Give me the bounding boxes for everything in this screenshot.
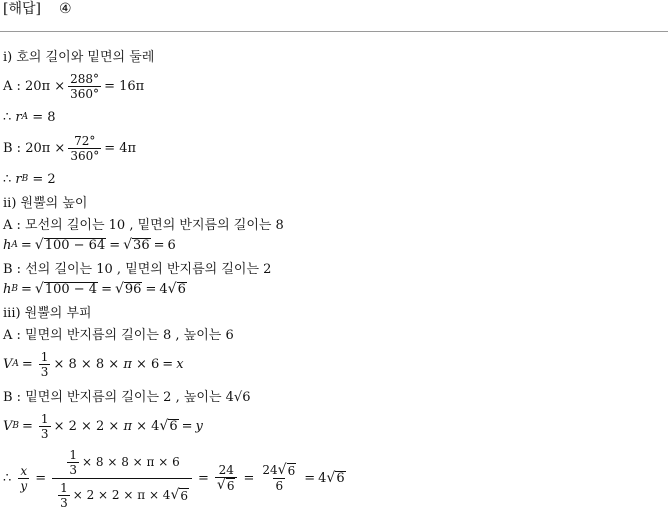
eq-final: ∴ $\frac{x}{y}$ = $\frac{1}{3}$ × 8 × 8 × π × 6 $\frac{1}{3}$ × 2 × 2 × π × 4 √ 6 = 24 √ 6 = 24 √ 6 6 = 4 √ 6 (3, 447, 345, 510)
answer-header (3, 0, 72, 18)
solution-body (3, 44, 670, 510)
section-1-title: i) 호의 길이와 밑면의 둘레 (3, 49, 155, 65)
section-2-title: ii) 원뿔의 높이 (3, 195, 88, 211)
answer-label: [해답] (3, 1, 41, 17)
eq-s3-b: V B = $\frac{1}{3}$ × 2 × 2 × π × 4 √ 6 = y (3, 411, 203, 441)
eq-s2-a: h A = √ 100 − 64 = √ 36 = 6 (3, 236, 176, 253)
eq-s1-a: A : 20π × $\frac{288^\circ}{360^\circ}$ = 16π (3, 71, 145, 101)
eq-s3-a: V A = $\frac{1}{3}$ × 8 × 8 × π × 6 = x (3, 349, 184, 379)
result-s1-b: ∴ r B = 2 (3, 171, 56, 187)
eq-s1-b: B : 20π × $\frac{72^\circ}{360^\circ}$ = 4π (3, 133, 137, 163)
section-3-title: iii) 원뿔의 부피 (3, 305, 92, 321)
text-s3-b: B : 밑면의 반지름의 길이는 2 , 높이는 4√6 (3, 389, 251, 405)
result-s1-a: ∴ r A = 8 (3, 109, 56, 125)
text-s3-a: A : 밑면의 반지름의 길이는 8 , 높이는 6 (3, 327, 234, 343)
header-divider (0, 31, 668, 32)
answer-choice: ④ (58, 1, 72, 17)
text-s2-a: A : 모선의 길이는 10 , 밑면의 반지름의 길이는 8 (3, 217, 284, 233)
eq-s2-b: h B = √ 100 − 4 = √ 96 = 4 √ 6 (3, 280, 186, 297)
text-s2-b: B : 선의 길이는 10 , 밑면의 반지름의 길이는 2 (3, 261, 272, 277)
